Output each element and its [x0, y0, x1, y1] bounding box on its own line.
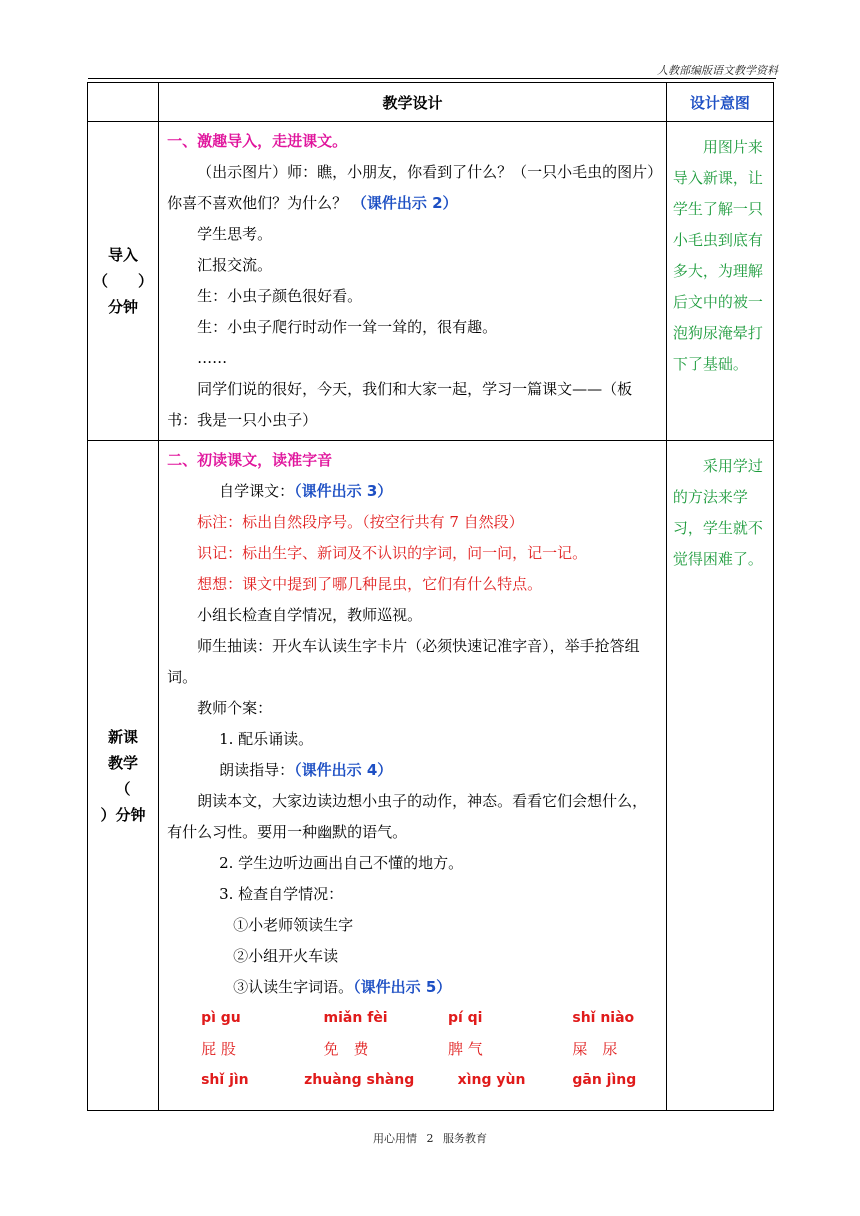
paragraph: 汇报交流。 [197, 256, 273, 274]
pinyin-row-1 [167, 1003, 660, 1034]
paragraph [167, 157, 660, 219]
ellipsis: …… [197, 349, 228, 367]
paragraph [167, 755, 660, 786]
pinyin: gān jìng [572, 1072, 637, 1088]
stage-label-new-lesson [88, 441, 159, 1111]
pinyin-row-2 [167, 1065, 660, 1096]
stage-new-line4: ）分钟 [100, 805, 146, 824]
paragraph: 生：小虫子爬行时动作一耸一耸的，很有趣。 [197, 318, 498, 336]
footer-right: 服务教育 [443, 1132, 487, 1145]
sub-item: ②小组开火车读 [233, 947, 339, 965]
intent-intro [666, 122, 773, 441]
courseware-tag: （课件出示 2） [351, 194, 458, 212]
paragraph: 生：小虫子颜色很好看。 [197, 287, 363, 305]
paragraph: 教师个案： [197, 699, 273, 717]
stage-new-line2: 教学 [108, 753, 139, 772]
page-number: 2 [426, 1132, 434, 1145]
paragraph: 师生抽读：开火车认读生字卡片（必须快速记准字音），举手抢答组词。 [167, 637, 640, 686]
stage-new-line1: 新课 [108, 727, 139, 746]
vocab-word: 屎 尿 [572, 1040, 618, 1058]
sub-item-text: ③认读生字词语。 [233, 978, 354, 996]
vocab-word: 屁 股 [201, 1040, 236, 1058]
pinyin: zhuàng shàng [304, 1072, 415, 1088]
vocab-word: 脾 气 [447, 1040, 483, 1058]
sub-item [167, 972, 660, 1003]
instruction-mark: 标注：标出自然段序号。（按空行共有 7 自然段） [197, 513, 524, 531]
stage-intro-line2: （ ） [93, 272, 154, 290]
word-row-1 [167, 1034, 660, 1065]
instruction-memo: 识记：标出生字、新词及不认识的字词，问一问，记一记。 [197, 544, 588, 562]
pinyin: shǐ niào [572, 1010, 635, 1026]
section-intro-row [88, 122, 774, 441]
section-new-lesson-row [88, 441, 774, 1111]
intro-content [159, 122, 667, 441]
paragraph: 小组长检查自学情况，教师巡视。 [197, 606, 423, 624]
sub-item: ①小老师领读生字 [233, 916, 354, 934]
courseware-tag: （课件出示 5） [353, 978, 452, 996]
lesson-table [87, 82, 774, 1111]
paragraph: 朗读本文，大家边读边想小虫子的动作，神态。看看它们会想什么，有什么习性。要用一种幽默的语气。 [167, 792, 648, 841]
intent-text: 用图片来导入新课，让学生了解一只小毛虫到底有多大，为理解后文中的被一泡狗尿淹晕打下了基础。 [672, 138, 763, 373]
header-source: 人教部编版语文教学资料 [657, 64, 778, 77]
stage-label-intro [88, 122, 159, 441]
section-heading: 二、初读课文，读准字音 [167, 451, 333, 469]
vocab-word: 免 费 [323, 1040, 369, 1058]
list-item: 1. 配乐诵读。 [219, 730, 314, 748]
courseware-tag: （课件出示 3） [294, 482, 393, 500]
intro-question-text: （出示图片）师：瞧，小朋友，你看到了什么？（一只小毛虫的图片）你喜不喜欢他们？为什么？ [167, 163, 655, 212]
paragraph [167, 476, 660, 507]
paragraph: 同学们说的很好，今天，我们和大家一起，学习一篇课文——（板书：我是一只小虫子） [167, 380, 633, 429]
stage-intro-line1: 导入 [108, 246, 139, 264]
footer-left: 用心用情 [373, 1132, 417, 1145]
courseware-tag: （课件出示 4） [294, 761, 393, 779]
pinyin: pí qi [447, 1010, 483, 1026]
column-header-intent: 设计意图 [666, 83, 773, 122]
new-lesson-content [159, 441, 667, 1111]
self-study-label: 自学课文： [219, 482, 295, 500]
pinyin: xìng yùn [457, 1072, 526, 1088]
stage-intro-line3: 分钟 [108, 298, 139, 316]
paragraph: 学生思考。 [197, 225, 273, 243]
pinyin: pì gu [201, 1010, 241, 1026]
intent-text: 采用学过的方法来学习，学生就不觉得困难了。 [672, 457, 763, 568]
header-blank-cell [88, 83, 159, 122]
instruction-think: 想想：课文中提到了哪几种昆虫，它们有什么特点。 [197, 575, 543, 593]
header-rule [88, 78, 776, 79]
stage-new-line3: （ [115, 779, 131, 798]
intent-new-lesson [666, 441, 773, 1111]
list-item: 3. 检查自学情况： [219, 885, 344, 903]
pinyin: miǎn fèi [323, 1010, 388, 1026]
section-heading: 一、激趣导入，走进课文。 [167, 132, 348, 150]
guide-label: 朗读指导： [219, 761, 295, 779]
list-item: 2. 学生边听边画出自己不懂的地方。 [219, 854, 464, 872]
pinyin: shǐ jìn [201, 1072, 249, 1088]
table-header-row [88, 83, 774, 122]
page-footer [0, 1130, 860, 1146]
column-header-design: 教学设计 [159, 83, 667, 122]
